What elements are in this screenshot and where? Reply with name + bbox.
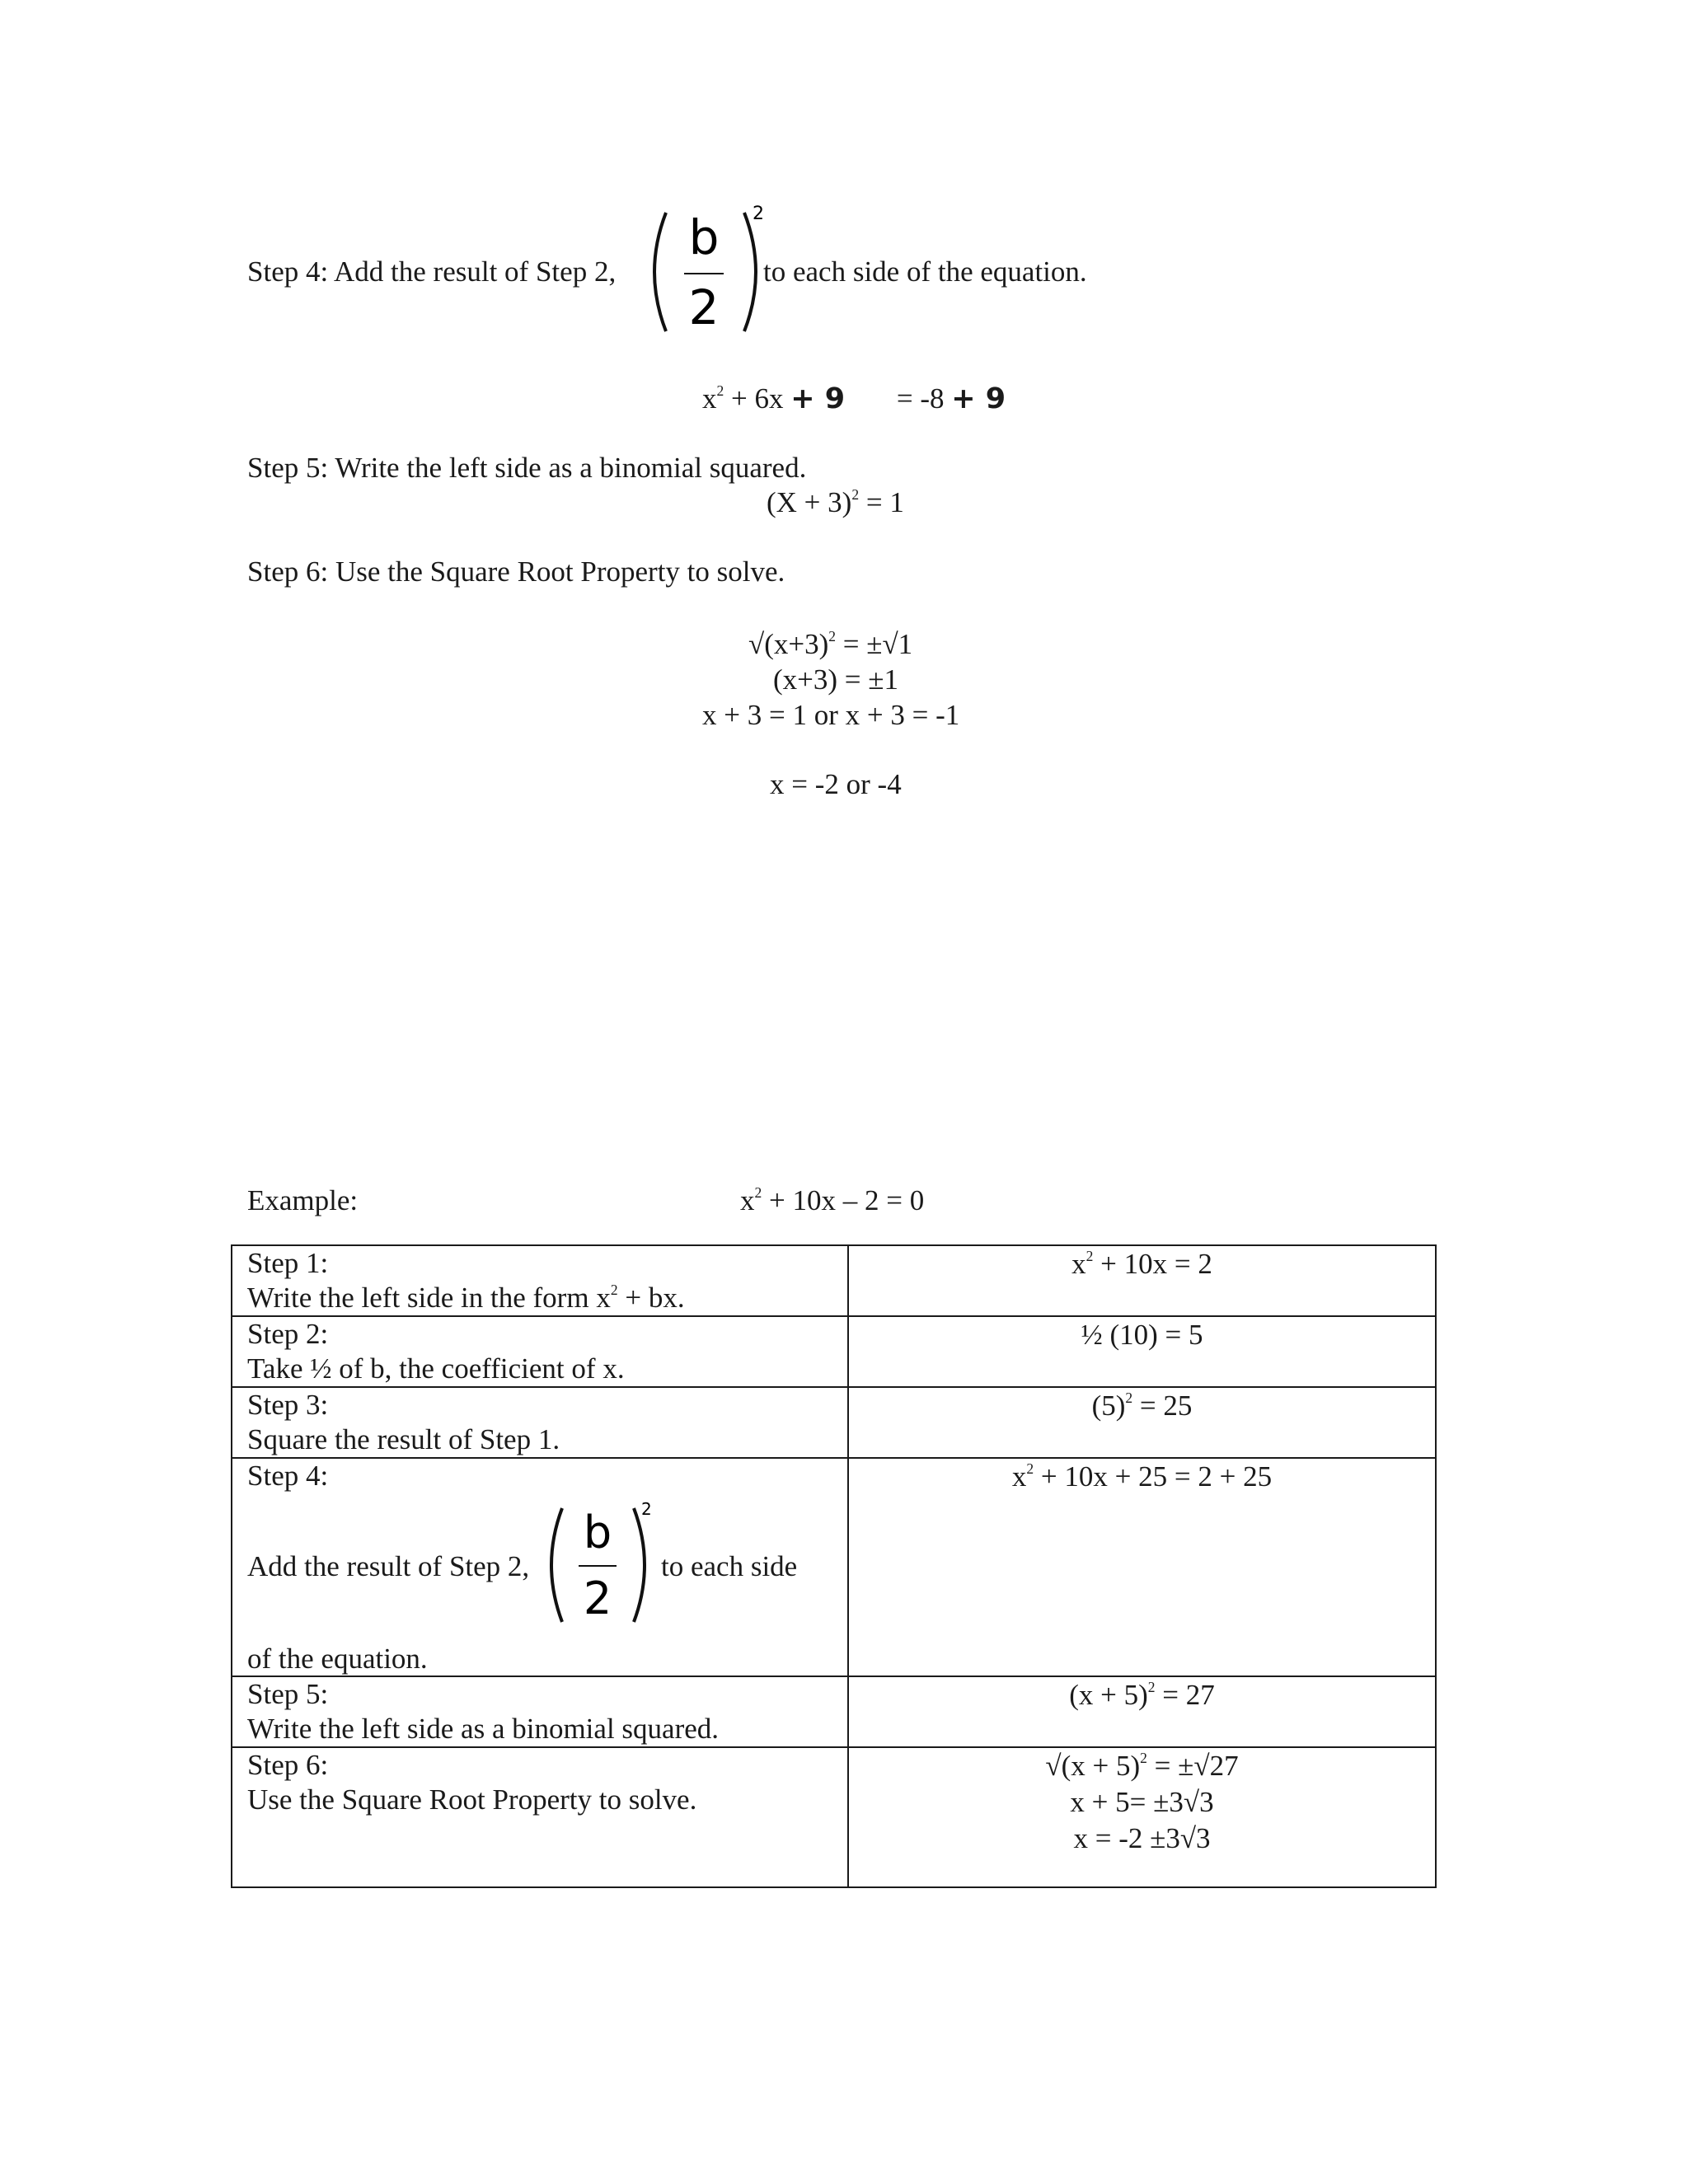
fraction-denominator: 2 xyxy=(688,279,720,335)
solve-result: x = -2 or -4 xyxy=(770,768,902,800)
step-description: Take ½ of b, the coefficient of x. xyxy=(247,1352,625,1385)
step-result-cell xyxy=(848,1676,1436,1747)
step-description: Write the left side in the form $x^2$ + bx. xyxy=(247,1282,685,1314)
table-row xyxy=(232,1387,1436,1458)
equation-add-nine: $x^2 + 6x + 9 = -8 + 9$ xyxy=(702,382,1006,415)
fraction-numerator: b xyxy=(583,1507,612,1558)
table-row xyxy=(232,1747,1436,1887)
step-result-cell xyxy=(848,1387,1436,1458)
step-label: Step 6: xyxy=(247,1749,329,1781)
step-label: Step 2: xyxy=(247,1318,329,1350)
step-description-cell xyxy=(232,1387,848,1458)
step-description: Write the left side as a binomial squared. xyxy=(247,1713,720,1745)
step-result: $(5)^2 = 25$ xyxy=(1091,1390,1193,1422)
fraction-denominator: 2 xyxy=(583,1572,612,1624)
step-result-cell xyxy=(848,1747,1436,1887)
table-row xyxy=(232,1316,1436,1387)
step4-heading-prefix: Step 4: Add the result of Step 2, xyxy=(247,255,617,288)
step5-equation: $(X + 3)^2 = 1$ xyxy=(767,486,904,518)
table-row xyxy=(232,1458,1436,1676)
steps-table xyxy=(231,1244,1437,1888)
step-result: $x^2 + 10x = 2$ xyxy=(1071,1248,1212,1280)
step-description-cell xyxy=(232,1245,848,1316)
step4-heading-suffix: to each side of the equation. xyxy=(763,255,1087,288)
step-description: Use the Square Root Property to solve. xyxy=(247,1783,697,1816)
step-description-continued: to each side xyxy=(661,1550,798,1582)
step-result-cell xyxy=(848,1245,1436,1316)
step-description: Square the result of Step 1. xyxy=(247,1423,560,1455)
example-equation: $x^2 + 10x - 2 = 0$ xyxy=(740,1184,925,1216)
fraction-exponent: 2 xyxy=(753,204,764,224)
step-label: Step 5: xyxy=(247,1678,329,1710)
b-over-2-fraction xyxy=(539,1495,663,1635)
solve-line-3: x + 3 = 1 or x + 3 = -1 xyxy=(702,699,960,731)
solve-line-2: (x+3) = ±1 xyxy=(773,663,898,696)
solve-line-1: $√(x+3)^2 = \pm√1$ xyxy=(748,628,913,660)
step-description-cell xyxy=(232,1316,848,1387)
step-description: Add the result of Step 2, xyxy=(247,1550,530,1582)
step-label: Step 1: xyxy=(247,1247,329,1279)
step-label: Step 3: xyxy=(247,1389,329,1421)
step-result-line-3: x = -2 ±3√3 xyxy=(1073,1822,1211,1854)
step-description-end: of the equation. xyxy=(247,1643,428,1675)
step-result: $x^2 + 10x + 25 = 2 + 25$ xyxy=(1011,1460,1273,1493)
step5-heading: Step 5: Write the left side as a binomial squared. xyxy=(247,452,807,484)
table-row xyxy=(232,1676,1436,1747)
step-label: Step 4: xyxy=(247,1460,329,1492)
step-result-cell xyxy=(848,1316,1436,1387)
table-row xyxy=(232,1245,1436,1316)
step6-heading: Step 6: Use the Square Root Property to solve. xyxy=(247,555,785,588)
step-result-cell xyxy=(848,1458,1436,1676)
step-result-line-2: x + 5= ±3√3 xyxy=(1070,1786,1214,1818)
step-result: $(x + 5)^2 = 27$ xyxy=(1069,1679,1215,1711)
b-over-2-fraction xyxy=(641,198,773,346)
step-description-cell xyxy=(232,1747,848,1887)
step-description-cell xyxy=(232,1676,848,1747)
step-description-cell xyxy=(232,1458,848,1676)
example-label: Example: xyxy=(247,1184,359,1216)
step-result: ½ (10) = 5 xyxy=(1081,1319,1203,1351)
fraction-numerator: b xyxy=(688,209,720,265)
step-result-line-1: $√(x + 5)^2 = \pm√27$ xyxy=(1045,1750,1239,1782)
fraction-exponent: 2 xyxy=(641,1499,652,1519)
